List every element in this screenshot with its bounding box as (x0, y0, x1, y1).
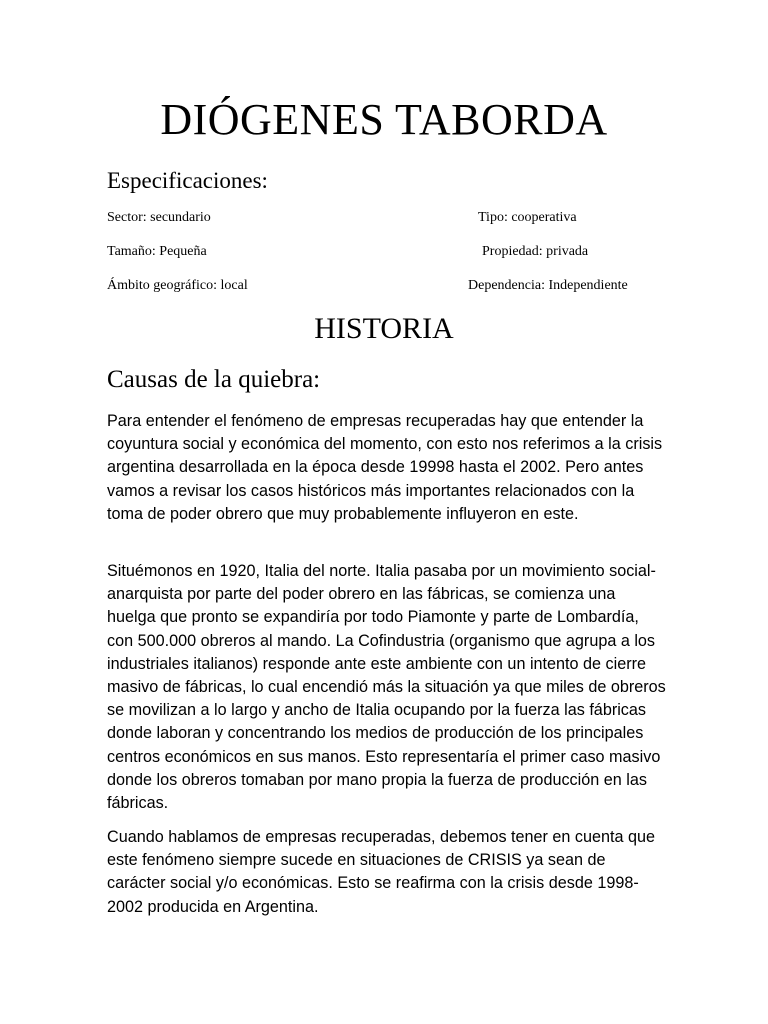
spec-sector: Sector: secundario (107, 210, 211, 225)
spec-row (107, 243, 667, 261)
causes-subheading: Causas de la quiebra: (107, 366, 321, 393)
body-paragraph: Para entender el fenómeno de empresas recuperadas hay que entender la coyuntura social y económica del momento, con esto nos referimos a la crisis argentina desarrollada en la época desde 19998 hasta el 2002. Pero antes vamos a revisar los casos históricos más importantes relacionados con la toma de poder obrero que muy probablemente influyeron en este. (107, 412, 663, 523)
spec-tamano: Tamaño: Pequeña (107, 244, 207, 259)
body-paragraph: Cuando hablamos de empresas recuperadas, debemos tener en cuenta que este fenómeno siempre sucede en situaciones de CRISIS ya sean de carácter social y/o económicas. Esto se reafirma con la crisis desde 1998-2002 producida en Argentina. (107, 828, 656, 916)
spec-tipo: Tipo: cooperativa (478, 210, 577, 225)
spec-row (107, 209, 667, 227)
specifications-heading: Especificaciones: (107, 168, 268, 193)
spec-propiedad: Propiedad: privada (482, 244, 589, 259)
spec-row (107, 277, 667, 295)
spec-dependencia: Dependencia: Independiente (468, 278, 628, 293)
body-paragraph: Situémonos en 1920, Italia del norte. Italia pasaba por un movimiento social-anarquista por parte del poder obrero en las fábricas, se comienza una huelga que pronto se expandiría por todo Piamonte y parte de Lombardía, con 500.000 obreros al mando. La Cofindustria (organismo que agrupa a los industriales italianos) responde ante este ambiente con un intento de cierre masivo de fábricas, lo cual encendió más la situación ya que miles de obreros se movilizan a lo largo y ancho de Italia ocupando por la fuerza las fábricas donde laboran y concentrando los medios de producción de los principales centros económicos en sus manos. Esto representaría el primer caso masivo donde los obreros tomaban por mano propia la fuerza de producción en las fábricas. (107, 562, 666, 813)
history-heading: HISTORIA (314, 312, 454, 345)
spec-ambito: Ámbito geográfico: local (107, 278, 248, 293)
document-title: DIÓGENES TABORDA (160, 95, 608, 144)
